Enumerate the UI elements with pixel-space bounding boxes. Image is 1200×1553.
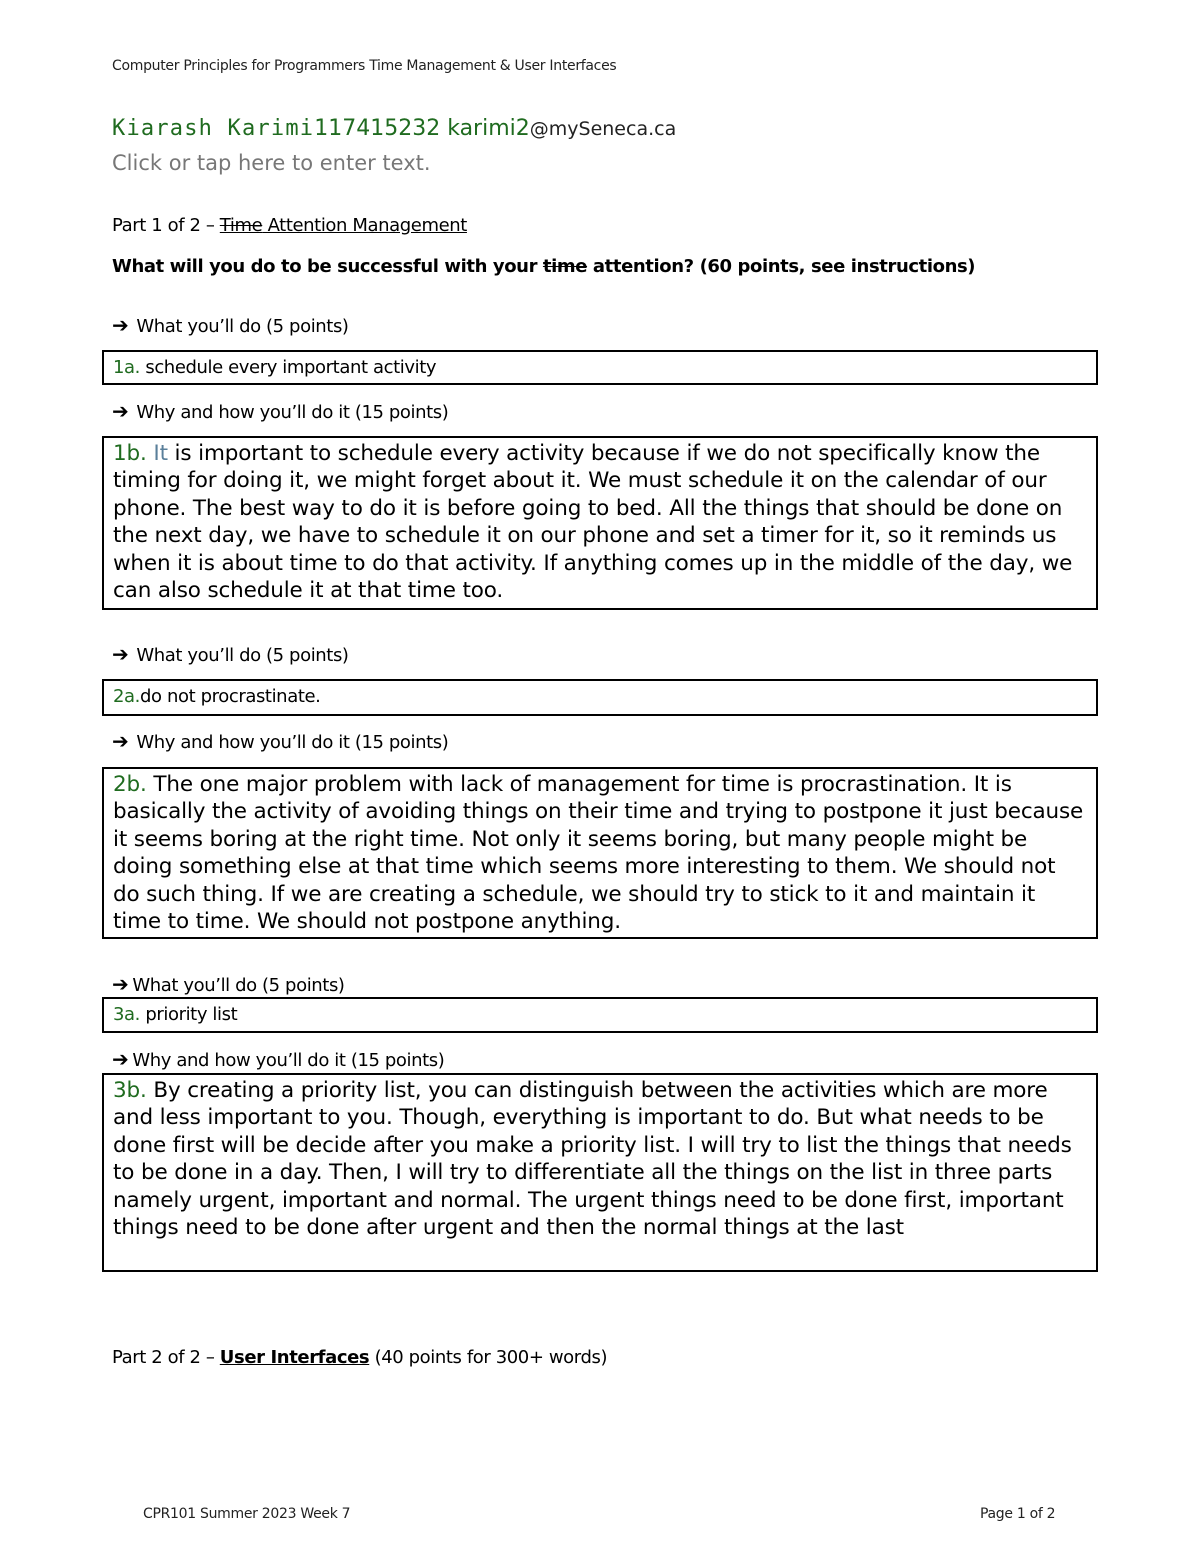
answer-text: is important to schedule every activity because if we do not specifically know the timing for doing it, we might forget about it. We must schedule it on the calendar of our phone. The best way to do it is before going to bed. All the things that should be done on the next day, we have to schedule it on our phone and set a timer for it, so it reminds us when it is about time to do that activity. If anything comes up in the middle of the day, we can also schedule it at that time too.: [113, 441, 1073, 604]
answer-label: 1b.: [113, 441, 147, 466]
answer-1b-box[interactable]: [102, 436, 1098, 610]
answer-2b-box[interactable]: [102, 767, 1098, 939]
question-post: attention? (60 points, see instructions): [587, 256, 976, 277]
prompt-what-3: [112, 972, 345, 996]
student-name: Kiarash Karimi: [112, 116, 315, 141]
part1-question: [112, 256, 975, 277]
part1-title-text: Attention Management: [262, 215, 467, 236]
prompt-what-1: [112, 313, 349, 337]
answer-label-extra: It: [146, 441, 168, 466]
part2-prefix: Part 2 of 2 –: [112, 1347, 220, 1368]
footer-course: CPR101 Summer 2023 Week 7: [143, 1506, 351, 1522]
answer-text: do not procrastinate.: [140, 686, 321, 707]
arrow-right-icon: ➔: [112, 729, 129, 753]
footer-page-number: Page 1 of 2: [980, 1506, 1056, 1522]
answer-label: 2a.: [113, 686, 141, 707]
answer-label: 3a.: [113, 1004, 141, 1025]
prompt-why-text: Why and how you’ll do it (15 points): [136, 402, 449, 423]
arrow-right-icon: ➔: [112, 972, 129, 996]
answer-label: 3b.: [113, 1078, 147, 1103]
running-header: Computer Principles for Programmers Time Management & User Interfaces: [112, 58, 617, 74]
prompt-what-2: [112, 642, 349, 666]
part2-title: [112, 1347, 607, 1368]
text-placeholder-field[interactable]: Click or tap here to enter text.: [112, 151, 431, 175]
part1-title: [112, 215, 467, 236]
prompt-what-text: What you’ll do (5 points): [132, 975, 345, 996]
part2-suffix: (40 points for 300+ words): [369, 1347, 608, 1368]
prompt-what-text: What you’ll do (5 points): [136, 645, 349, 666]
email-domain: @mySeneca.ca: [529, 118, 677, 140]
arrow-right-icon: ➔: [112, 1047, 129, 1071]
arrow-right-icon: ➔: [112, 399, 129, 423]
question-struck: time: [542, 256, 588, 277]
student-identity: [112, 116, 676, 141]
part1-prefix: Part 1 of 2 –: [112, 215, 220, 236]
part2-title-text: User Interfaces: [219, 1347, 370, 1368]
arrow-right-icon: ➔: [112, 642, 129, 666]
answer-3b-box[interactable]: [102, 1073, 1098, 1272]
answer-2a-box[interactable]: [102, 679, 1098, 716]
prompt-why-2: [112, 729, 448, 753]
student-id: 117415232: [314, 116, 441, 141]
answer-text: The one major problem with lack of management for time is procrastination. It is basically the activity of avoiding things on their time and trying to postpone it just because it seems boring at the right time. Not only it seems boring, but many people might be doing something else at that time which seems more interesting to them. We should not do such thing. If we are creating a schedule, we should try to stick to it and maintain it time to time. We should not postpone anything.: [113, 772, 1084, 935]
answer-1a-box[interactable]: [102, 350, 1098, 385]
prompt-why-1: [112, 399, 448, 423]
arrow-right-icon: ➔: [112, 313, 129, 337]
part1-struck-word: Time: [219, 215, 263, 236]
prompt-why-3: [112, 1047, 444, 1071]
answer-text: By creating a priority list, you can distinguish between the activities which are more and less important to you. Though, everything is important to do. But what needs to be done first will be decide after you make a priority list. I will try to list the things that needs to be done in a day. Then, I will try to differentiate all the things on the list in three parts namely urgent, important and normal. The urgent things need to be done first, important things need to be done after urgent and then the normal things at the last: [113, 1078, 1072, 1241]
answer-text: schedule every important activity: [140, 357, 437, 378]
email-user: karimi2: [447, 116, 530, 141]
answer-label: 1a.: [113, 357, 141, 378]
prompt-what-text: What you’ll do (5 points): [136, 316, 349, 337]
prompt-why-text: Why and how you’ll do it (15 points): [136, 732, 449, 753]
answer-label: 2b.: [113, 772, 147, 797]
answer-3a-box[interactable]: [102, 997, 1098, 1033]
prompt-why-text: Why and how you’ll do it (15 points): [132, 1050, 445, 1071]
question-pre: What will you do to be successful with your: [112, 256, 543, 277]
answer-text: priority list: [140, 1004, 238, 1025]
